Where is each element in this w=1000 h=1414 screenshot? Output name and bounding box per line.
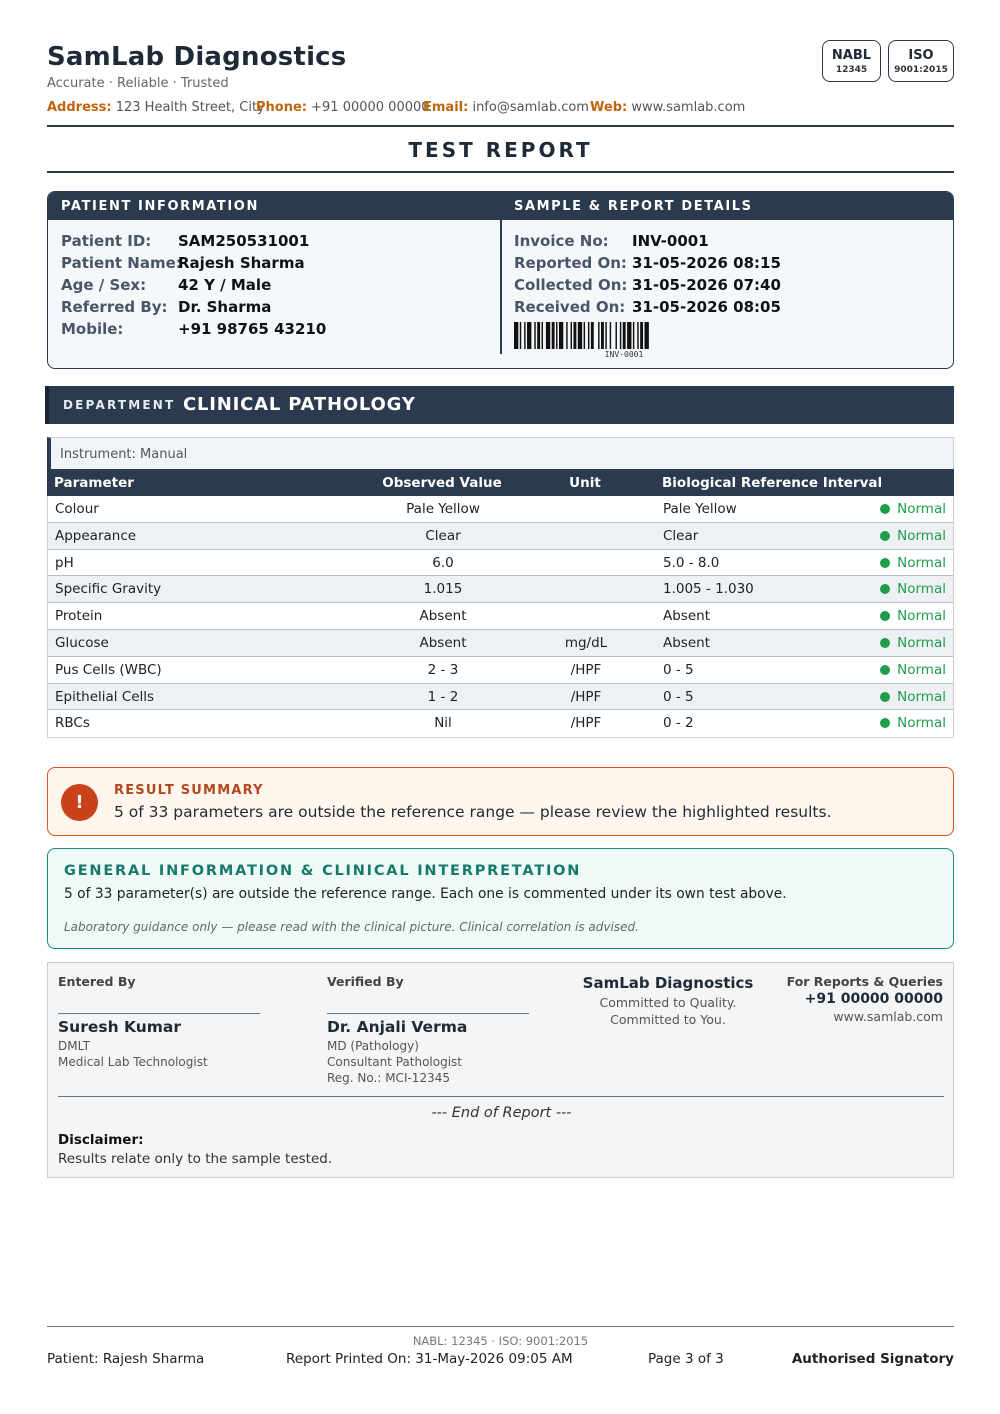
cell-status bbox=[880, 689, 946, 705]
status-label: Normal bbox=[897, 688, 946, 705]
barcode-bar bbox=[637, 322, 638, 349]
entered-by-title: Medical Lab Technologist bbox=[58, 1055, 208, 1069]
cell-observed-value: 1 - 2 bbox=[427, 688, 459, 705]
barcode-bar bbox=[566, 322, 567, 349]
cell-unit: /HPF bbox=[570, 688, 602, 705]
table-header bbox=[47, 469, 954, 496]
cell-parameter: Pus Cells (WBC) bbox=[55, 661, 162, 678]
barcode-bar bbox=[645, 322, 649, 349]
sample-info-heading: SAMPLE & REPORT DETAILS bbox=[514, 199, 753, 214]
contact-phone: Phone: +91 00000 00000 bbox=[256, 100, 430, 115]
cell-observed-value: 1.015 bbox=[423, 581, 463, 598]
barcode-bar bbox=[620, 322, 621, 349]
cell-parameter: RBCs bbox=[55, 715, 90, 732]
cell-status bbox=[880, 662, 946, 678]
cell-reference: Pale Yellow bbox=[663, 501, 737, 517]
report-title: TEST REPORT bbox=[408, 138, 593, 162]
entered-by-block bbox=[58, 974, 260, 1070]
barcode-bar bbox=[640, 322, 643, 349]
general-message: 5 of 33 parameter(s) are outside the reference range. Each one is commented under its own test above. bbox=[64, 886, 787, 902]
title-rule bbox=[47, 171, 954, 173]
table-row bbox=[48, 657, 953, 684]
report-page bbox=[47, 0, 954, 1414]
barcode-bar bbox=[573, 322, 576, 349]
cell-reference: Absent bbox=[663, 608, 710, 625]
entered-by-caption: Entered By bbox=[58, 974, 136, 989]
status-label: Normal bbox=[897, 554, 946, 571]
barcode-bar bbox=[559, 322, 563, 349]
status-dot-icon bbox=[880, 638, 890, 648]
cell-reference: Absent bbox=[663, 634, 710, 651]
cell-parameter: Epithelial Cells bbox=[55, 688, 155, 705]
barcode-bar bbox=[623, 322, 626, 349]
table-row bbox=[48, 523, 953, 550]
lab-signoff-line-2: Committed to You. bbox=[610, 1012, 726, 1027]
invoice-barcode bbox=[514, 322, 734, 349]
barcode-bar bbox=[571, 322, 572, 349]
barcode-bar bbox=[556, 322, 557, 349]
barcode-bar bbox=[514, 322, 518, 349]
cell-status bbox=[880, 581, 946, 597]
lab-signoff-line-1: Committed to Quality. bbox=[599, 995, 737, 1010]
entered-by-signature-line bbox=[58, 1013, 260, 1014]
cell-reference: 0 - 5 bbox=[663, 688, 694, 705]
cell-status bbox=[880, 715, 946, 731]
status-label: Normal bbox=[897, 715, 946, 732]
barcode-bar bbox=[598, 322, 599, 349]
patient-info-heading: PATIENT INFORMATION bbox=[61, 199, 259, 214]
status-label: Normal bbox=[897, 581, 946, 598]
cell-unit: mg/dL bbox=[564, 634, 608, 651]
contact-web[interactable]: Web: www.samlab.com bbox=[590, 100, 746, 115]
lab-name: SamLab Diagnostics bbox=[47, 42, 347, 72]
iso-badge: ISO 9001:2015 bbox=[888, 40, 954, 82]
cell-observed-value: Pale Yellow bbox=[406, 501, 480, 517]
table-row bbox=[48, 603, 953, 630]
summary-message: 5 of 33 parameters are outside the reference range — please review the highlighted results. bbox=[114, 803, 832, 821]
status-dot-icon bbox=[880, 531, 890, 541]
department-name: CLINICAL PATHOLOGY bbox=[183, 394, 416, 415]
barcode-bar bbox=[616, 322, 617, 349]
queries-phone: +91 00000 00000 bbox=[804, 991, 943, 1007]
cell-status bbox=[880, 501, 946, 517]
cell-parameter: Colour bbox=[55, 501, 99, 517]
cell-status bbox=[880, 528, 946, 544]
barcode-bar bbox=[584, 322, 585, 349]
col-parameter: Parameter bbox=[54, 475, 134, 491]
table-row bbox=[48, 496, 953, 523]
footer-printed-on: Report Printed On: 31-May-2026 09:05 AM bbox=[286, 1351, 573, 1367]
verified-by-qualification: MD (Pathology) bbox=[327, 1039, 419, 1053]
footer-rule bbox=[47, 1326, 954, 1327]
general-information bbox=[47, 848, 954, 949]
disclaimer-text: Results relate only to the sample tested. bbox=[58, 1151, 333, 1167]
table-row bbox=[48, 684, 953, 711]
result-summary bbox=[47, 767, 954, 836]
cell-unit: /HPF bbox=[570, 715, 602, 732]
barcode-text: INV-0001 bbox=[604, 350, 644, 359]
barcode-bar bbox=[588, 322, 589, 349]
table-body bbox=[47, 496, 954, 738]
barcode-bar bbox=[552, 322, 555, 349]
verified-by-block bbox=[327, 974, 529, 1086]
cell-observed-value: Absent bbox=[419, 634, 467, 651]
table-row bbox=[48, 576, 953, 603]
col-unit: Unit bbox=[569, 475, 601, 491]
cell-parameter: Protein bbox=[55, 608, 103, 625]
status-dot-icon bbox=[880, 692, 890, 702]
table-row bbox=[48, 710, 953, 737]
verified-by-signature-line bbox=[327, 1013, 529, 1014]
contact-address: Address: 123 Health Street, City bbox=[47, 100, 265, 115]
cell-parameter: Appearance bbox=[55, 527, 137, 544]
cell-status bbox=[880, 555, 946, 571]
status-dot-icon bbox=[880, 558, 890, 568]
cell-observed-value: 6.0 bbox=[432, 554, 454, 571]
lab-tagline: Accurate · Reliable · Trusted bbox=[47, 76, 229, 91]
summary-title: RESULT SUMMARY bbox=[114, 783, 264, 798]
cell-status bbox=[880, 608, 946, 624]
status-dot-icon bbox=[880, 504, 890, 514]
barcode-bar bbox=[537, 322, 540, 349]
col-observed-value: Observed Value bbox=[382, 475, 502, 491]
status-dot-icon bbox=[880, 718, 890, 728]
patient-sample-card: PATIENT INFORMATION SAMPLE & REPORT DETAILS Patient ID: SAM250531001 Patient Name: Rajesh Sharma Age / Sex: 42 Y / Male Referred By: Dr. Sharma Mobile: +91 98765 43210 Invoice No: INV-0001 Reported On: 31-05-2026 08:15 Collected On: 31-05-2026 07:40 Received On: 31-05-2026 08:05 INV-0001 bbox=[47, 191, 954, 369]
cell-reference: 0 - 5 bbox=[663, 661, 694, 678]
general-title: GENERAL INFORMATION & CLINICAL INTERPRETATION bbox=[64, 863, 582, 879]
barcode-bar bbox=[591, 322, 594, 349]
cell-observed-value: Nil bbox=[434, 715, 452, 732]
status-label: Normal bbox=[897, 634, 946, 651]
cell-unit: /HPF bbox=[570, 661, 602, 678]
entered-by-name: Suresh Kumar bbox=[58, 1018, 182, 1036]
disclaimer-title: Disclaimer: bbox=[58, 1132, 144, 1148]
queries-web[interactable]: www.samlab.com bbox=[833, 1009, 943, 1024]
barcode-bar bbox=[578, 322, 582, 349]
barcode-bar bbox=[542, 322, 543, 349]
nabl-badge: NABL 12345 bbox=[822, 40, 881, 82]
queries-caption: For Reports & Queries bbox=[786, 974, 943, 989]
instrument-label: Instrument: Manual bbox=[60, 447, 188, 462]
footer-signatory: Authorised Signatory bbox=[791, 1351, 954, 1367]
warning-icon: ! bbox=[61, 784, 98, 821]
status-label: Normal bbox=[897, 608, 946, 625]
barcode-bar bbox=[610, 322, 611, 349]
header-rule bbox=[47, 125, 954, 127]
end-of-report: --- End of Report --- bbox=[431, 1105, 572, 1121]
barcode-bar bbox=[601, 322, 604, 349]
info-divider bbox=[500, 192, 502, 354]
end-rule bbox=[58, 1096, 944, 1097]
signature-box bbox=[47, 962, 954, 1178]
barcode-bar bbox=[520, 322, 521, 349]
table-row bbox=[48, 550, 953, 577]
barcode-bar bbox=[633, 322, 634, 349]
cell-parameter: pH bbox=[55, 554, 74, 571]
verified-by-title: Consultant Pathologist bbox=[327, 1055, 462, 1069]
cell-reference: 5.0 - 8.0 bbox=[663, 554, 720, 571]
department-label: DEPARTMENT bbox=[63, 398, 176, 412]
cell-observed-value: 2 - 3 bbox=[427, 661, 459, 678]
cell-observed-value: Clear bbox=[425, 527, 461, 544]
status-dot-icon bbox=[880, 611, 890, 621]
general-note: Laboratory guidance only — please read with the clinical picture. Clinical correlation is advised. bbox=[64, 920, 639, 934]
footer-patient: Patient: Rajesh Sharma bbox=[47, 1351, 205, 1367]
status-dot-icon bbox=[880, 584, 890, 594]
barcode-bar bbox=[527, 322, 531, 349]
status-dot-icon bbox=[880, 665, 890, 675]
status-label: Normal bbox=[897, 661, 946, 678]
verified-by-name: Dr. Anjali Verma bbox=[327, 1018, 468, 1036]
entered-by-qualification: DMLT bbox=[58, 1039, 90, 1053]
department-bar bbox=[45, 386, 954, 424]
footer-page-number: Page 3 of 3 bbox=[648, 1351, 724, 1367]
cell-reference: 1.005 - 1.030 bbox=[663, 581, 754, 598]
cell-reference: 0 - 2 bbox=[663, 715, 694, 732]
lab-signoff-name: SamLab Diagnostics bbox=[582, 974, 754, 992]
lab-signoff bbox=[577, 974, 759, 1028]
table-row bbox=[48, 630, 953, 657]
instrument-row bbox=[47, 437, 954, 469]
verified-by-caption: Verified By bbox=[327, 974, 404, 989]
cell-observed-value: Absent bbox=[419, 608, 467, 625]
cell-status bbox=[880, 635, 946, 651]
barcode-bar bbox=[627, 322, 631, 349]
cell-parameter: Glucose bbox=[55, 634, 109, 651]
queries-contact bbox=[787, 974, 943, 1024]
cell-parameter: Specific Gravity bbox=[55, 581, 162, 598]
barcode-bar bbox=[546, 322, 550, 349]
contact-email[interactable]: Email: info@samlab.com bbox=[423, 100, 589, 115]
status-label: Normal bbox=[897, 501, 946, 517]
barcode-bar bbox=[534, 322, 535, 349]
barcode-bar bbox=[605, 322, 606, 349]
cell-reference: Clear bbox=[663, 527, 699, 544]
footer-accreditation: NABL: 12345 · ISO: 9001:2015 bbox=[412, 1334, 589, 1348]
verified-by-reg: Reg. No.: MCI-12345 bbox=[327, 1071, 450, 1085]
col-reference: Biological Reference Interval bbox=[662, 475, 883, 491]
barcode-bar bbox=[524, 322, 525, 349]
status-label: Normal bbox=[897, 527, 946, 544]
